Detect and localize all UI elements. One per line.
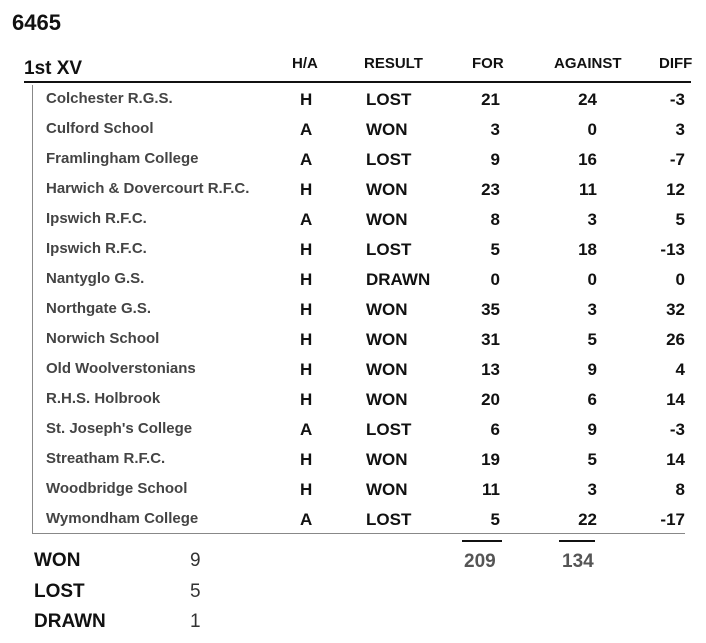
home-away: H xyxy=(300,90,313,109)
points-against: 11 xyxy=(579,180,597,199)
points-against: 5 xyxy=(587,330,597,349)
result: LOST xyxy=(366,420,412,439)
points-for: 6 xyxy=(490,420,500,439)
table-row xyxy=(0,115,706,145)
points-diff: -17 xyxy=(660,510,685,529)
points-diff: 8 xyxy=(675,480,685,499)
points-against: 3 xyxy=(587,300,597,319)
header-diff: DIFF xyxy=(659,55,693,72)
points-diff: -3 xyxy=(669,90,685,109)
home-away: A xyxy=(300,120,313,139)
opponent-name: Woodbridge School xyxy=(46,480,188,497)
drawn-label: DRAWN xyxy=(34,611,106,632)
points-diff: 3 xyxy=(675,120,685,139)
result: LOST xyxy=(366,510,412,529)
team-title: 1st XV xyxy=(24,58,83,79)
points-diff: -7 xyxy=(669,150,685,169)
header-result: RESULT xyxy=(364,55,423,72)
opponent-name: Harwich & Dovercourt R.F.C. xyxy=(46,180,250,197)
points-diff: 12 xyxy=(666,180,685,199)
home-away: H xyxy=(300,180,313,199)
points-for: 11 xyxy=(482,480,500,499)
points-against: 9 xyxy=(587,420,597,439)
drawn-count: 1 xyxy=(190,611,201,632)
header-against: AGAINST xyxy=(554,55,622,72)
points-for: 5 xyxy=(490,510,500,529)
points-against: 16 xyxy=(578,150,597,169)
opponent-name: Ipswich R.F.C. xyxy=(46,210,147,227)
points-for: 31 xyxy=(481,330,500,349)
home-away: H xyxy=(300,270,313,289)
opponent-name: Nantyglo G.S. xyxy=(46,270,145,287)
opponent-name: Northgate G.S. xyxy=(46,300,152,317)
home-away: H xyxy=(300,240,313,259)
result: DRAWN xyxy=(366,270,431,289)
table-row xyxy=(0,235,706,265)
result: WON xyxy=(366,480,408,499)
table-row xyxy=(0,175,706,205)
table-row xyxy=(0,295,706,325)
points-diff: 14 xyxy=(666,450,685,469)
table-row xyxy=(0,325,706,355)
opponent-name: Old Woolverstonians xyxy=(46,360,196,377)
result: WON xyxy=(366,450,408,469)
table-row xyxy=(0,145,706,175)
header-rule xyxy=(24,81,691,83)
home-away: H xyxy=(300,300,313,319)
points-diff: 5 xyxy=(675,210,685,229)
points-for: 20 xyxy=(481,390,500,409)
points-diff: 26 xyxy=(666,330,685,349)
points-against: 5 xyxy=(587,450,597,469)
result: WON xyxy=(366,180,408,199)
points-for: 3 xyxy=(490,120,500,139)
table-row xyxy=(0,85,706,115)
points-against: 22 xyxy=(578,510,597,529)
result: LOST xyxy=(366,240,412,259)
table-row xyxy=(0,475,706,505)
results-table xyxy=(0,85,706,535)
result: WON xyxy=(366,390,408,409)
points-for: 8 xyxy=(490,210,500,229)
points-for: 9 xyxy=(490,150,500,169)
home-away: H xyxy=(300,360,313,379)
opponent-name: Wymondham College xyxy=(46,510,199,527)
home-away: H xyxy=(300,330,313,349)
points-for: 21 xyxy=(481,90,500,109)
points-diff: 14 xyxy=(666,390,685,409)
table-row xyxy=(0,385,706,415)
result: WON xyxy=(366,120,408,139)
points-against: 0 xyxy=(587,120,597,139)
points-diff: 0 xyxy=(675,270,685,289)
points-against: 3 xyxy=(587,480,597,499)
table-row xyxy=(0,445,706,475)
points-against: 18 xyxy=(578,240,597,259)
header-ha: H/A xyxy=(292,55,318,72)
table-row xyxy=(0,355,706,385)
opponent-name: Norwich School xyxy=(46,330,160,347)
result: WON xyxy=(366,210,408,229)
points-for: 5 xyxy=(490,240,500,259)
won-label: WON xyxy=(34,550,81,571)
points-for: 0 xyxy=(490,270,500,289)
total-against-rule xyxy=(559,540,595,542)
table-row xyxy=(0,505,706,535)
lost-label: LOST xyxy=(34,581,85,602)
total-against: 134 xyxy=(562,551,594,572)
opponent-name: St. Joseph's College xyxy=(46,420,193,437)
points-against: 24 xyxy=(578,90,597,109)
points-against: 9 xyxy=(587,360,597,379)
won-count: 9 xyxy=(190,550,201,571)
home-away: A xyxy=(300,420,313,439)
points-diff: -13 xyxy=(660,240,685,259)
points-against: 6 xyxy=(587,390,597,409)
opponent-name: Ipswich R.F.C. xyxy=(46,240,147,257)
result: LOST xyxy=(366,150,412,169)
home-away: H xyxy=(300,480,313,499)
home-away: H xyxy=(300,390,313,409)
table-row xyxy=(0,265,706,295)
points-for: 35 xyxy=(481,300,500,319)
header-for: FOR xyxy=(472,55,504,72)
result: LOST xyxy=(366,90,412,109)
opponent-name: Culford School xyxy=(46,120,154,137)
points-diff: 32 xyxy=(666,300,685,319)
points-for: 23 xyxy=(481,180,500,199)
points-for: 19 xyxy=(481,450,500,469)
home-away: A xyxy=(300,510,313,529)
opponent-name: Framlingham College xyxy=(46,150,199,167)
result: WON xyxy=(366,360,408,379)
document-id: 6465 xyxy=(12,10,61,35)
points-diff: -3 xyxy=(669,420,685,439)
opponent-name: R.H.S. Holbrook xyxy=(46,390,161,407)
table-row xyxy=(0,205,706,235)
result: WON xyxy=(366,300,408,319)
result: WON xyxy=(366,330,408,349)
total-for-rule xyxy=(462,540,502,542)
points-against: 0 xyxy=(587,270,597,289)
lost-count: 5 xyxy=(190,581,201,602)
table-row xyxy=(0,415,706,445)
total-for: 209 xyxy=(464,551,496,572)
home-away: H xyxy=(300,450,313,469)
home-away: A xyxy=(300,150,313,169)
home-away: A xyxy=(300,210,313,229)
points-against: 3 xyxy=(587,210,597,229)
points-for: 13 xyxy=(481,360,500,379)
points-diff: 4 xyxy=(675,360,685,379)
opponent-name: Streatham R.F.C. xyxy=(46,450,166,467)
opponent-name: Colchester R.G.S. xyxy=(46,90,173,107)
